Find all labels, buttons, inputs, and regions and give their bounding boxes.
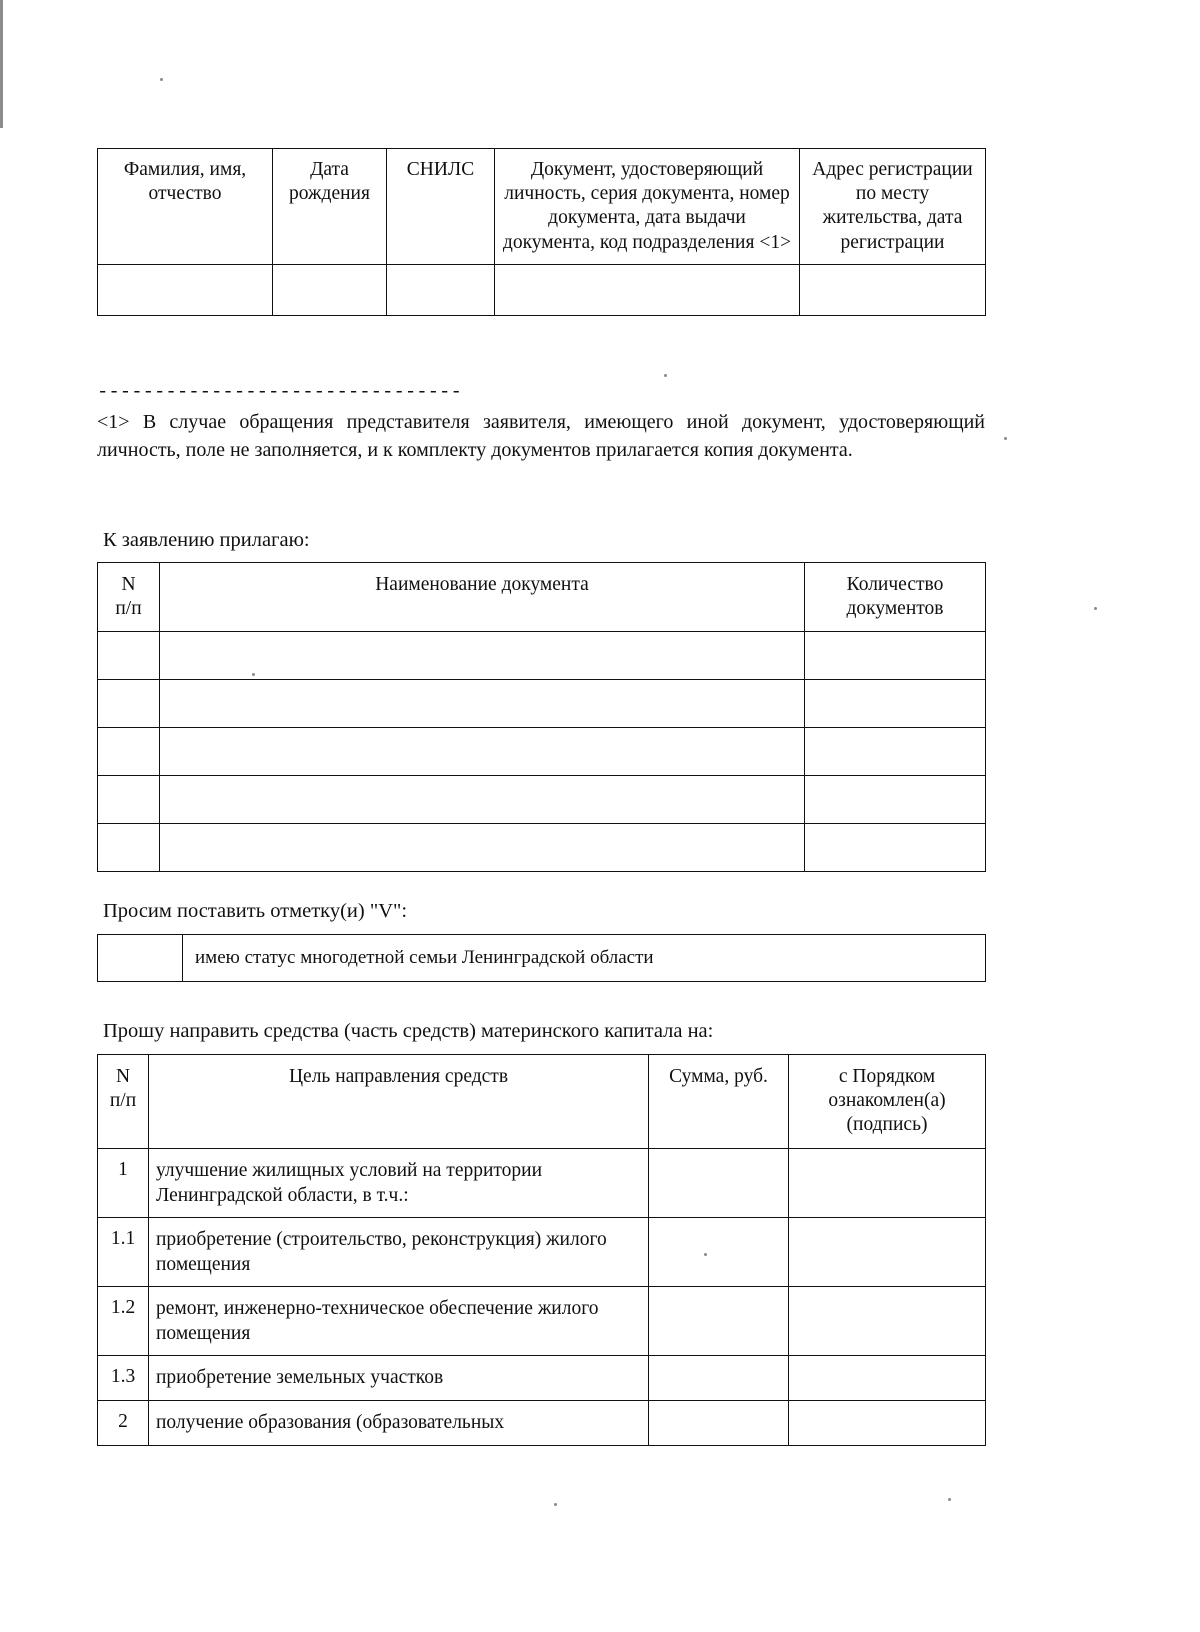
column-header-row-number: [98, 1055, 149, 1149]
table-header-row: [98, 1055, 986, 1149]
table-row: [98, 1355, 986, 1400]
cell-document-count[interactable]: [805, 680, 986, 728]
cell-purpose: ремонт, инженерно-техническое обеспечение жилого помещения: [149, 1286, 649, 1355]
column-header-signature: [789, 1055, 986, 1149]
cell-signature[interactable]: [789, 1286, 986, 1355]
cell-row-number: 1.1: [98, 1217, 149, 1286]
cell-birthdate[interactable]: [273, 264, 387, 315]
column-header-row-number-line1: N: [115, 1066, 131, 1087]
table-header-row: [98, 563, 986, 632]
cell-id-document[interactable]: [495, 264, 800, 315]
scan-speck-artifact: [1004, 437, 1007, 440]
footnote-block: [97, 383, 985, 465]
cell-amount[interactable]: [649, 1286, 789, 1355]
checkbox-cell-large-family[interactable]: [98, 935, 183, 982]
scan-edge-artifact: [0, 0, 3, 128]
column-header-document-count-line2: документов: [846, 598, 944, 620]
cell-amount[interactable]: [649, 1355, 789, 1400]
cell-row-number[interactable]: [98, 680, 160, 728]
cell-document-name[interactable]: [160, 776, 805, 824]
column-header-row-number-line1: N: [121, 574, 136, 595]
table-row: [98, 1148, 986, 1217]
cell-row-number[interactable]: [98, 632, 160, 680]
cell-signature[interactable]: [789, 1217, 986, 1286]
table-row: [98, 935, 986, 982]
column-header-document-count-line1: Количество: [846, 574, 944, 595]
cell-amount[interactable]: [649, 1217, 789, 1286]
cell-signature[interactable]: [789, 1148, 986, 1217]
cell-signature[interactable]: [789, 1355, 986, 1400]
table-row: [98, 824, 986, 872]
cell-document-count[interactable]: [805, 824, 986, 872]
table-header-row: [98, 149, 986, 265]
scan-speck-artifact: [1094, 607, 1097, 610]
column-header-signature-line2: ознакомлен(а): [828, 1090, 946, 1112]
cell-row-number[interactable]: [98, 824, 160, 872]
cell-row-number: 1.3: [98, 1355, 149, 1400]
cell-document-name[interactable]: [160, 680, 805, 728]
footnote-separator-rule: --------------------------------: [97, 381, 462, 403]
column-header-document-count: [805, 563, 986, 632]
column-header-amount: Сумма, руб.: [649, 1055, 789, 1149]
table-row: [98, 632, 986, 680]
column-header-birthdate: Дата рождения: [273, 149, 387, 265]
purposes-table: [97, 1054, 986, 1446]
cell-document-count[interactable]: [805, 632, 986, 680]
cell-purpose: улучшение жилищных условий на территории Ленинградской области, в т.ч.:: [149, 1148, 649, 1217]
cell-row-number[interactable]: [98, 776, 160, 824]
table-row: [98, 776, 986, 824]
column-header-fullname: Фамилия, имя, отчество: [98, 149, 273, 265]
column-header-row-number-line2: п/п: [109, 1090, 137, 1112]
column-header-document-name: Наименование документа: [160, 563, 805, 632]
column-header-signature-line3: (подпись): [846, 1114, 928, 1136]
checkbox-label-large-family: имею статус многодетной семьи Ленинградской области: [183, 935, 986, 982]
cell-row-number: 1.2: [98, 1286, 149, 1355]
scan-speck-artifact: [948, 1498, 951, 1501]
table-row: [98, 264, 986, 315]
cell-signature[interactable]: [789, 1400, 986, 1445]
purposes-intro-label: Прошу направить средства (часть средств) материнского капитала на:: [103, 1020, 714, 1042]
cell-document-count[interactable]: [805, 728, 986, 776]
column-header-address: Адрес регистрации по месту жительства, дата регистрации: [800, 149, 986, 265]
cell-purpose: приобретение (строительство, реконструкция) жилого помещения: [149, 1217, 649, 1286]
cell-row-number[interactable]: [98, 728, 160, 776]
cell-row-number: 1: [98, 1148, 149, 1217]
table-row: [98, 1400, 986, 1445]
cell-snils[interactable]: [387, 264, 495, 315]
cell-amount[interactable]: [649, 1400, 789, 1445]
table-row: [98, 680, 986, 728]
cell-row-number: 2: [98, 1400, 149, 1445]
status-checkbox-table: [97, 934, 986, 982]
cell-document-name[interactable]: [160, 728, 805, 776]
column-header-row-number-line2: п/п: [115, 598, 142, 620]
scan-speck-artifact: [664, 374, 667, 377]
column-header-id-document: Документ, удостоверяющий личность, серия документа, номер документа, дата выдачи документа, код подразделения <1>: [495, 149, 800, 265]
cell-document-count[interactable]: [805, 776, 986, 824]
column-header-signature-line1: с Порядком: [838, 1066, 936, 1087]
cell-purpose: получение образования (образовательных: [149, 1400, 649, 1445]
cell-amount[interactable]: [649, 1148, 789, 1217]
attachments-table: [97, 562, 986, 872]
table-row: [98, 1217, 986, 1286]
cell-fullname[interactable]: [98, 264, 273, 315]
cell-purpose: приобретение земельных участков: [149, 1355, 649, 1400]
marks-intro-label: Просим поставить отметку(и) "V":: [103, 900, 408, 922]
table-row: [98, 1286, 986, 1355]
attachments-intro-label: К заявлению прилагаю:: [103, 529, 310, 551]
personal-data-table: [97, 148, 986, 316]
table-row: [98, 728, 986, 776]
column-header-purpose: Цель направления средств: [149, 1055, 649, 1149]
column-header-snils: СНИЛС: [387, 149, 495, 265]
column-header-row-number: [98, 563, 160, 632]
cell-document-name[interactable]: [160, 632, 805, 680]
scan-speck-artifact: [160, 78, 163, 81]
cell-address[interactable]: [800, 264, 986, 315]
cell-document-name[interactable]: [160, 824, 805, 872]
scan-speck-artifact: [554, 1503, 557, 1506]
footnote-text: <1> В случае обращения представителя заявителя, имеющего иной документ, удостоверяющий личность, поле не заполняется, и к комплекту документов прилагается копия документа.: [97, 411, 985, 462]
